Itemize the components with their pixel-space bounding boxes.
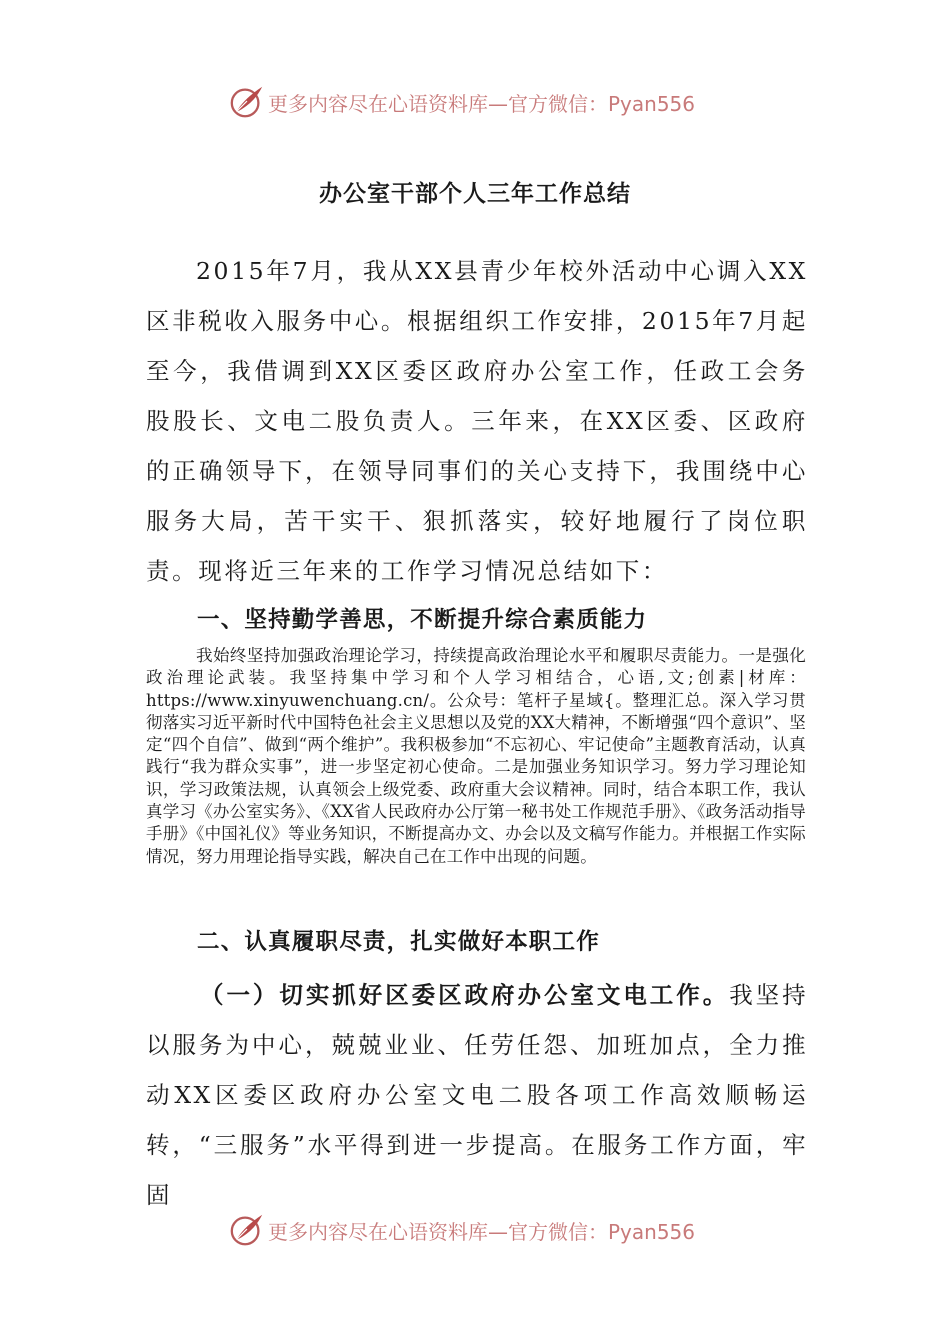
section1-body: 我始终坚持加强政治理论学习，持续提高政治理论水平和履职尽责能力。一是强化政治理论武装。我坚持集中学习和个人学习相结合，心语,文;创素|材库：https://www.xinyuwenchuang.cn/。公众号：笔杆子星域{。整理汇总。深入学习贯彻落实习近平新时代中国特色社会主义思想以及党的XX大精神，不断增强“四个意识”、坚定“四个自信”、做到“两个维护”。我积极参加“不忘初心、牢记使命”主题教育活动，认真践行“我为群众实事”，进一步坚定初心使命。二是加强业务知识学习。努力学习理论知识，学习政策法规，认真领会上级党委、政府重大会议精神。同时，结合本职工作，我认真学习《办公室实务》、《XX省人民政府办公厅第一秘书处工作规范手册》、《政务活动指导手册》《中国礼仪》等业务知识，不断提高办文、办会以及文稿写作能力。并根据工作实际情况，努力用理论指导实践，解决自己在工作中出现的问题。 [146, 646, 806, 866]
watermark-text: 更多内容尽在心语资料库—官方微信：Pyan556 [268, 1219, 696, 1244]
header-watermark [228, 82, 728, 122]
section1-heading: 一、坚持勤学善思，不断提升综合素质能力 [197, 607, 648, 633]
section2-heading: 二、认真履职尽责，扎实做好本职工作 [197, 929, 600, 955]
subsection1-body: 我坚持以服务为中心，兢兢业业、任劳任怨、加班加点，全力推动XX区委区政府办公室文电二股各项工作高效顺畅运转，“三服务”水平得到进一步提高。在服务工作方面，牢固 [146, 981, 809, 1209]
quill-logo-icon [228, 83, 266, 121]
intro-paragraph: 2015年7月，我从XX县青少年校外活动中心调入XX区非税收入服务中心。根据组织工作安排，2015年7月起至今，我借调到XX区委区政府办公室工作，任政工会务股股长、文电二股负责人。三年来，在XX区委、区政府的正确领导下，在领导同事们的关心支持下，我围绕中心服务大局，苦干实干、狠抓落实，较好地履行了岗位职责。现将近三年来的工作学习情况总结如下： [146, 257, 808, 585]
watermark-text: 更多内容尽在心语资料库—官方微信：Pyan556 [268, 91, 696, 116]
subsection1-heading: （一）切实抓好区委区政府办公室文电工作。 [200, 981, 730, 1009]
quill-logo-icon [228, 1211, 266, 1249]
document-title: 办公室干部个人三年工作总结 [319, 180, 631, 207]
footer-watermark [228, 1210, 728, 1250]
subsection1-paragraph [146, 970, 808, 1220]
